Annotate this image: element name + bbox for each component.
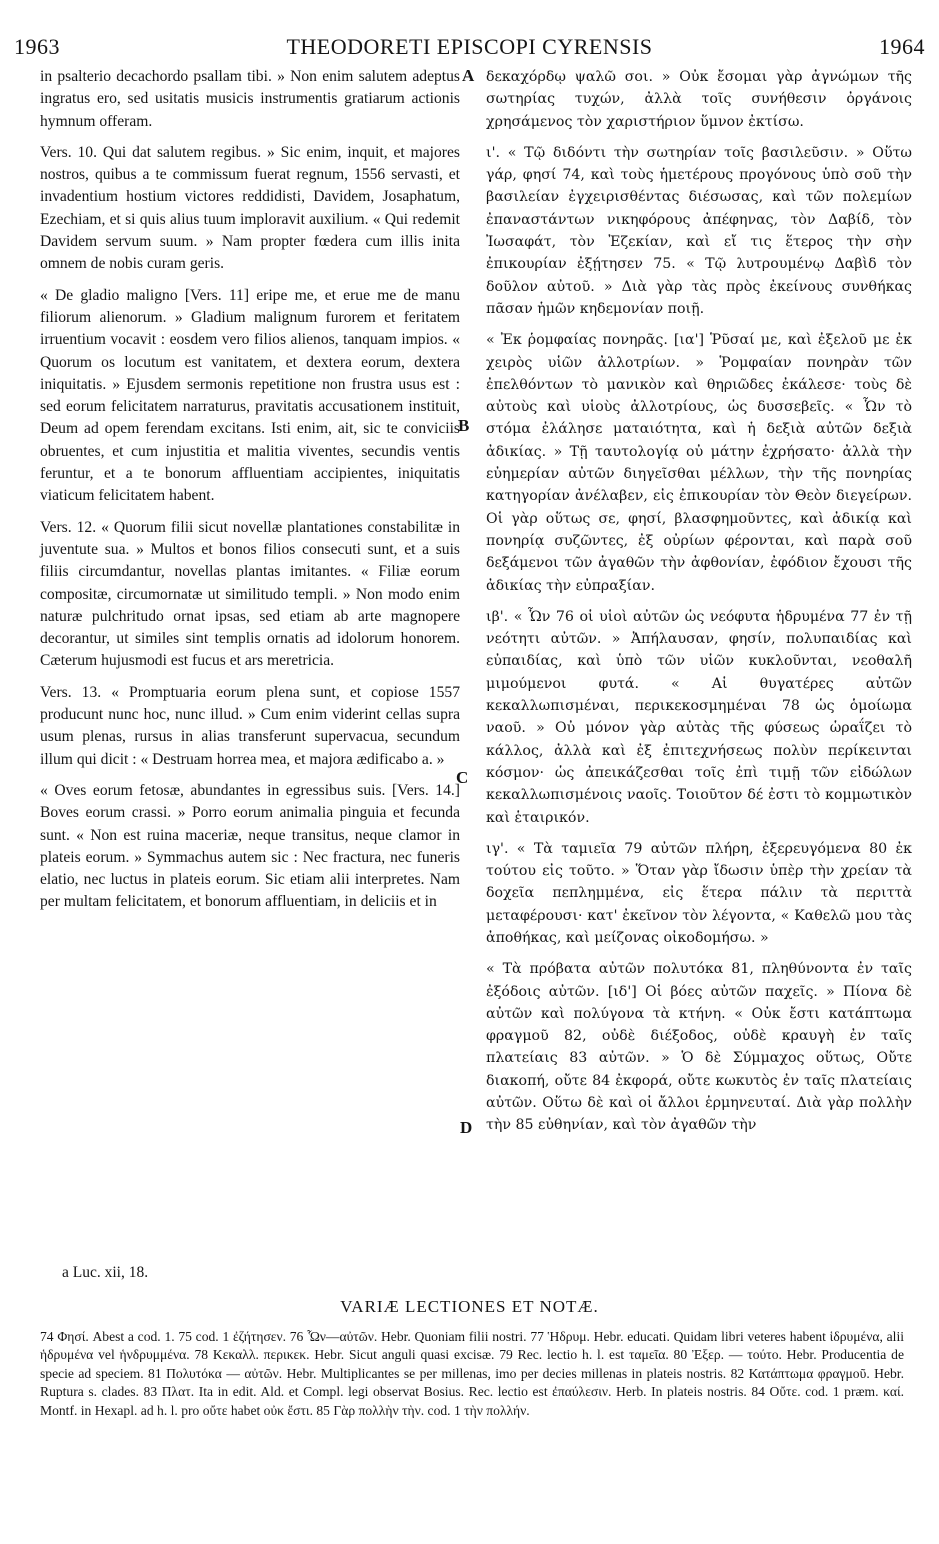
greek-paragraph: δεκαχόρδῳ ψαλῶ σοι. » Οὐκ ἔσομαι γὰρ ἀγνώμων τῆς σωτηρίας τυχών, ἀλλὰ τοῖς συνήθεσιν ὀργάνοις χρησάμενος τὸν χαριστήριον ὕμνον ἐκτίσω. <box>486 69 912 130</box>
greek-paragraph: « Τὰ πρόβατα αὐτῶν πολυτόκα 81, πληθύνοντα ἐν ταῖς ἐξόδοις αὐτῶν. [ιδ'] Οἱ βόες αὐτῶν παχεῖς. » Πίονα δὲ αὐτῶν καὶ πολύγονα τὰ κτήνη. « Οὐκ ἔστι κατάπτωμα φραγμοῦ 82, οὐδὲ διέξοδος, οὐδὲ κραυγὴ ἐν ταῖς πλατείαις 83 αὐτῶν. » Ὁ δὲ Σύμμαχος οὕτως, Οὔτε διακοπή, οὔτε 84 ἐκφορά, οὔτε κωκυτὸς ἐν ταῖς πλατείαις αὐτῶν. Οὕτω δὲ καὶ οἱ ἄλλοι ἑρμηνευταί. Διὰ γὰρ πολλὴν τὴν 85 εὐθηνίαν, καὶ τὸν ἀγαθῶν τὴν <box>486 961 912 1134</box>
column-marker-c: C <box>456 768 469 787</box>
greek-paragraph: ι'. « Τῷ διδόντι τὴν σωτηρίαν τοῖς βασιλεῦσιν. » Οὕτω γάρ, φησί 74, καὶ τοὺς ἡμετέρους προγόνους ὑπὸ σοῦ τὴν βασιλείαν ἐγχειρισθέντας διέσωσας, καὶ τῶν πολεμίων ἐπαναστάντων νικηφόρους ἀπέφηνας, τὸν Δαβίδ, τὸν Ἰωσαφάτ, τὸν Ἐζεκίαν, καὶ εἴ τις ἕτερος τὴν σὴν ἐπικουρίαν ἐξῄτησεν 75. « Τῷ λυτρουμένῳ Δαβὶδ τὸν δοῦλον αὐτοῦ. » Διὰ γὰρ τὰς πρὸς ἐκείνους συνθήκας πᾶσαν ἡμῶν κηδεμονίαν ποιῇ. <box>486 144 912 317</box>
variant-notes <box>40 1328 904 1420</box>
greek-paragraph: ιβ'. « Ὧν 76 οἱ υἱοὶ αὐτῶν ὡς νεόφυτα ἡδρυμένα 77 ἐν τῇ νεότητι αὐτῶν. » Ἀπήλαυσαν, φησίν, πολυπαιδίας καὶ εὐπαιδίας, καὶ ὑπὸ τῶν υἱῶν κυκλοῦνται, νεοθαλῆ μιμούμενοι φυτά. « Αἱ θυγατέρες αὐτῶν κεκαλλωπισμέναι, περικεκοσμημέναι 78 ὡς ὁμοίωμα ναοῦ. » Οὐ μόνον γὰρ αὐτὰς τῆς φύσεως ὡραΐζει τὸ κάλλος, ἀλλὰ καὶ ἐξ ἐπιτεχνήσεως πολὺν περίκεινται κόσμον· ὡς ἀπεικάζεσθαι τοῖς ἐπὶ τιμῇ τῶν εἰδώλων κεκαλλωπισμένοις ναοῖς. Τοιοῦτον δέ ἐστι τὸ κομμωτικὸν καὶ ἑταιρικόν. <box>486 608 912 826</box>
column-marker-b: B <box>458 416 470 435</box>
footnote-a: a Luc. xii, 18. <box>62 1264 149 1281</box>
latin-paragraph: in psalterio decachordo psallam tibi. » Non enim salutem adeptus ingratus ero, sed usitatis musicis instrumentis gratiarum actionis hymnum offeram. <box>40 68 460 130</box>
page-number-right: 1964 <box>879 34 925 59</box>
greek-paragraph: « Ἐκ ῥομφαίας πονηρᾶς. [ια'] Ῥῦσαί με, καὶ ἐξελοῦ με ἐκ χειρὸς υἱῶν ἀλλοτρίων. » Ῥομφαίαν πονηρὰν τῶν ἐπελθόντων τὸ μανικὸν καὶ θηριῶδες ἐκάλεσε· τοὺς δὲ αὐτοὺς καὶ υἱοὺς ἀλλοτρίους, ὡς δυσσεβεῖς. « Ὧν τὸ στόμα ἐλάλησε ματαιότητα, καὶ ἡ δεξιὰ αὐτῶν δεξιὰ ἀδικίας. » Τῇ ταυτολογίᾳ οὐ μάτην ἐχρήσατο· ἀλλὰ τὴν εὐημερίαν αὐτῶν διηγεῖσθαι μέλλων, τὴν τῆς πονηρίας κατηγορίαν ἀνέλαβεν, εἰς ἐπικουρίαν τὸν Θεὸν διεγείρων. Οἱ γὰρ οὕτως σε, φησί, βλασφημοῦντες, καὶ ἀδικίᾳ καὶ πονηρίᾳ συζῶντες, ἐξ οὐρίων φέρονται, καὶ παρὰ σοῦ δεξάμενοι τῶν ἀγαθῶν τὴν ἀφθονίαν, ἐφόδιον ἔχουσι τῆς ἀδικίας τὴν εὐπραξίαν. <box>486 332 912 594</box>
column-marker-d: D <box>460 1118 473 1137</box>
latin-paragraph: Vers. 12. « Quorum filii sicut novellæ plantationes constabilitæ in juventute sua. » Multos et bonos filios consecuti sunt, et a suis filiis circumdantur, novellas plantas imitantes. « Filiæ eorum compositæ, circumornatæ ut similitudo templi. » Non modo enim naturæ pulchritudo ornat ipsas, sed etiam ab arte magnopere decorantur, ut similes sint templis ornatis ad idolorum honorem. Cæterum hujusmodi est fucus et ars meretricia. <box>40 518 460 670</box>
latin-paragraph: « Oves eorum fetosæ, abundantes in egressibus suis. [Vers. 14.] Boves eorum crassi. » Porro eorum animalia pinguia et fecunda sunt. « Non est ruina maceriæ, neque transitus, neque clamor in plateis eorum. » Symmachus autem sic : Nec fractura, nec funeris elatio, nec luctus in plateis eorum. Sic etiam alii interpretes. Nam per multam felicitatem, et bonorum affluentiam, in deliciis et in <box>40 781 460 911</box>
latin-paragraph: Vers. 10. Qui dat salutem regibus. » Sic enim, inquit, et majores nostros, quibus a te commissum fuerat regnum, 1556 servasti, et invadentium hostium victores reddidisti, Davidem, Josaphatum, Ezechiam, et si quis alius tuum imploravit auxilium. « Qui redemit Davidem servum suum. » Nam propter fœdera cum illis inita omnem de nobis curam geris. <box>40 143 460 273</box>
greek-paragraph: ιγ'. « Τὰ ταμιεῖα 79 αὐτῶν πλήρη, ἐξερευγόμενα 80 ἐκ τούτου εἰς τοῦτο. » Ὅταν γὰρ ἴδωσιν ὑπὲρ τὴν χρείαν τὰ δοχεῖα πεπλημμένα, εἰς ἕτερα πάλιν τὰ περιττὰ μεταφέρουσι· κατ' ἐκεῖνον τὸν λέγοντα, « Καθελῶ μου τὰς ἀποθήκας, καὶ μείζονας οἰκοδομήσω. » <box>486 840 912 946</box>
running-title: THEODORETI EPISCOPI CYRENSIS <box>286 34 653 59</box>
latin-paragraph: « De gladio maligno [Vers. 11] eripe me, et erue me de manu filiorum alienorum. » Gladium malignum furorem et feritatem irruentium vocavit : eosdem vero filios alienos, tanquam impios. « Quorum os locutum est vanitatem, et dextera eorum, dextera iniquitatis. » Ejusdem sermonis repetitione non frustra usus est : sed eorum felicitatem narraturus, pravitatis accusationem instituit, Deum ad opem ferendam excitans. Isti enim, ait, sic te conviciis obruentes, et cum injustitia et malitia viventes, secundis ventis feruntur, et a te bonorum affluentiam accipientes, iniquitatis viaticum felicitatem habent. <box>40 286 460 505</box>
page-number-left: 1963 <box>14 34 60 59</box>
greek-column <box>486 66 912 1146</box>
variant-notes-text: 74 Φησί. Abest a cod. 1. 75 cod. 1 ἐζήτησεν. 76 Ὧν—αὐτῶν. Hebr. Quoniam filii nostri. 77 Ἡδρυμ. Hebr. educati. Quidam libri veteres habent ἱδρυμένα, alii ἡδρυμένα vel ἡνδρυμμένα. 78 Κεκαλλ. περικεκ. Hebr. Sicut anguli quasi excisæ. 79 Rec. lectio h. l. est ταμεῖα. 80 Ἐξερ. — τούτο. Hebr. Producentia de specie ad speciem. 81 Πολυτόκα — αὐτῶν. Hebr. Multiplicantes se per millenas, imo per decies millenas in plateis nostris. 82 Κατάπτωμα φραγμοῦ. Hebr. Ruptura s. clades. 83 Πλατ. Ita in edit. Ald. et Compl. legi observat Bosius. Rec. lectio est ἐπαύλεσιν. Herb. In plateis nostris. 84 Οὔτε. cod. 1 præm. καί. Montf. in Hexapl. ad h. l. pro οὔτε habet οὐκ ἔστι. 85 Γὰρ πολλὴν τὴν. cod. 1 τὴν πολλήν. <box>40 1329 904 1418</box>
latin-column <box>40 66 460 923</box>
latin-paragraph: Vers. 13. « Promptuaria eorum plena sunt, et copiose 1557 producunt nunc hoc, nunc illud. » Cum enim viderint cellas supra usum plenas, rursus in alias transferunt supervacua, secundum illum qui dicit : « Destruam horrea mea, et majora ædificabo a. » <box>40 683 460 768</box>
notes-title: VARIÆ LECTIONES ET NOTÆ. <box>340 1297 599 1316</box>
running-header <box>14 34 925 64</box>
column-marker-a: A <box>462 66 475 85</box>
